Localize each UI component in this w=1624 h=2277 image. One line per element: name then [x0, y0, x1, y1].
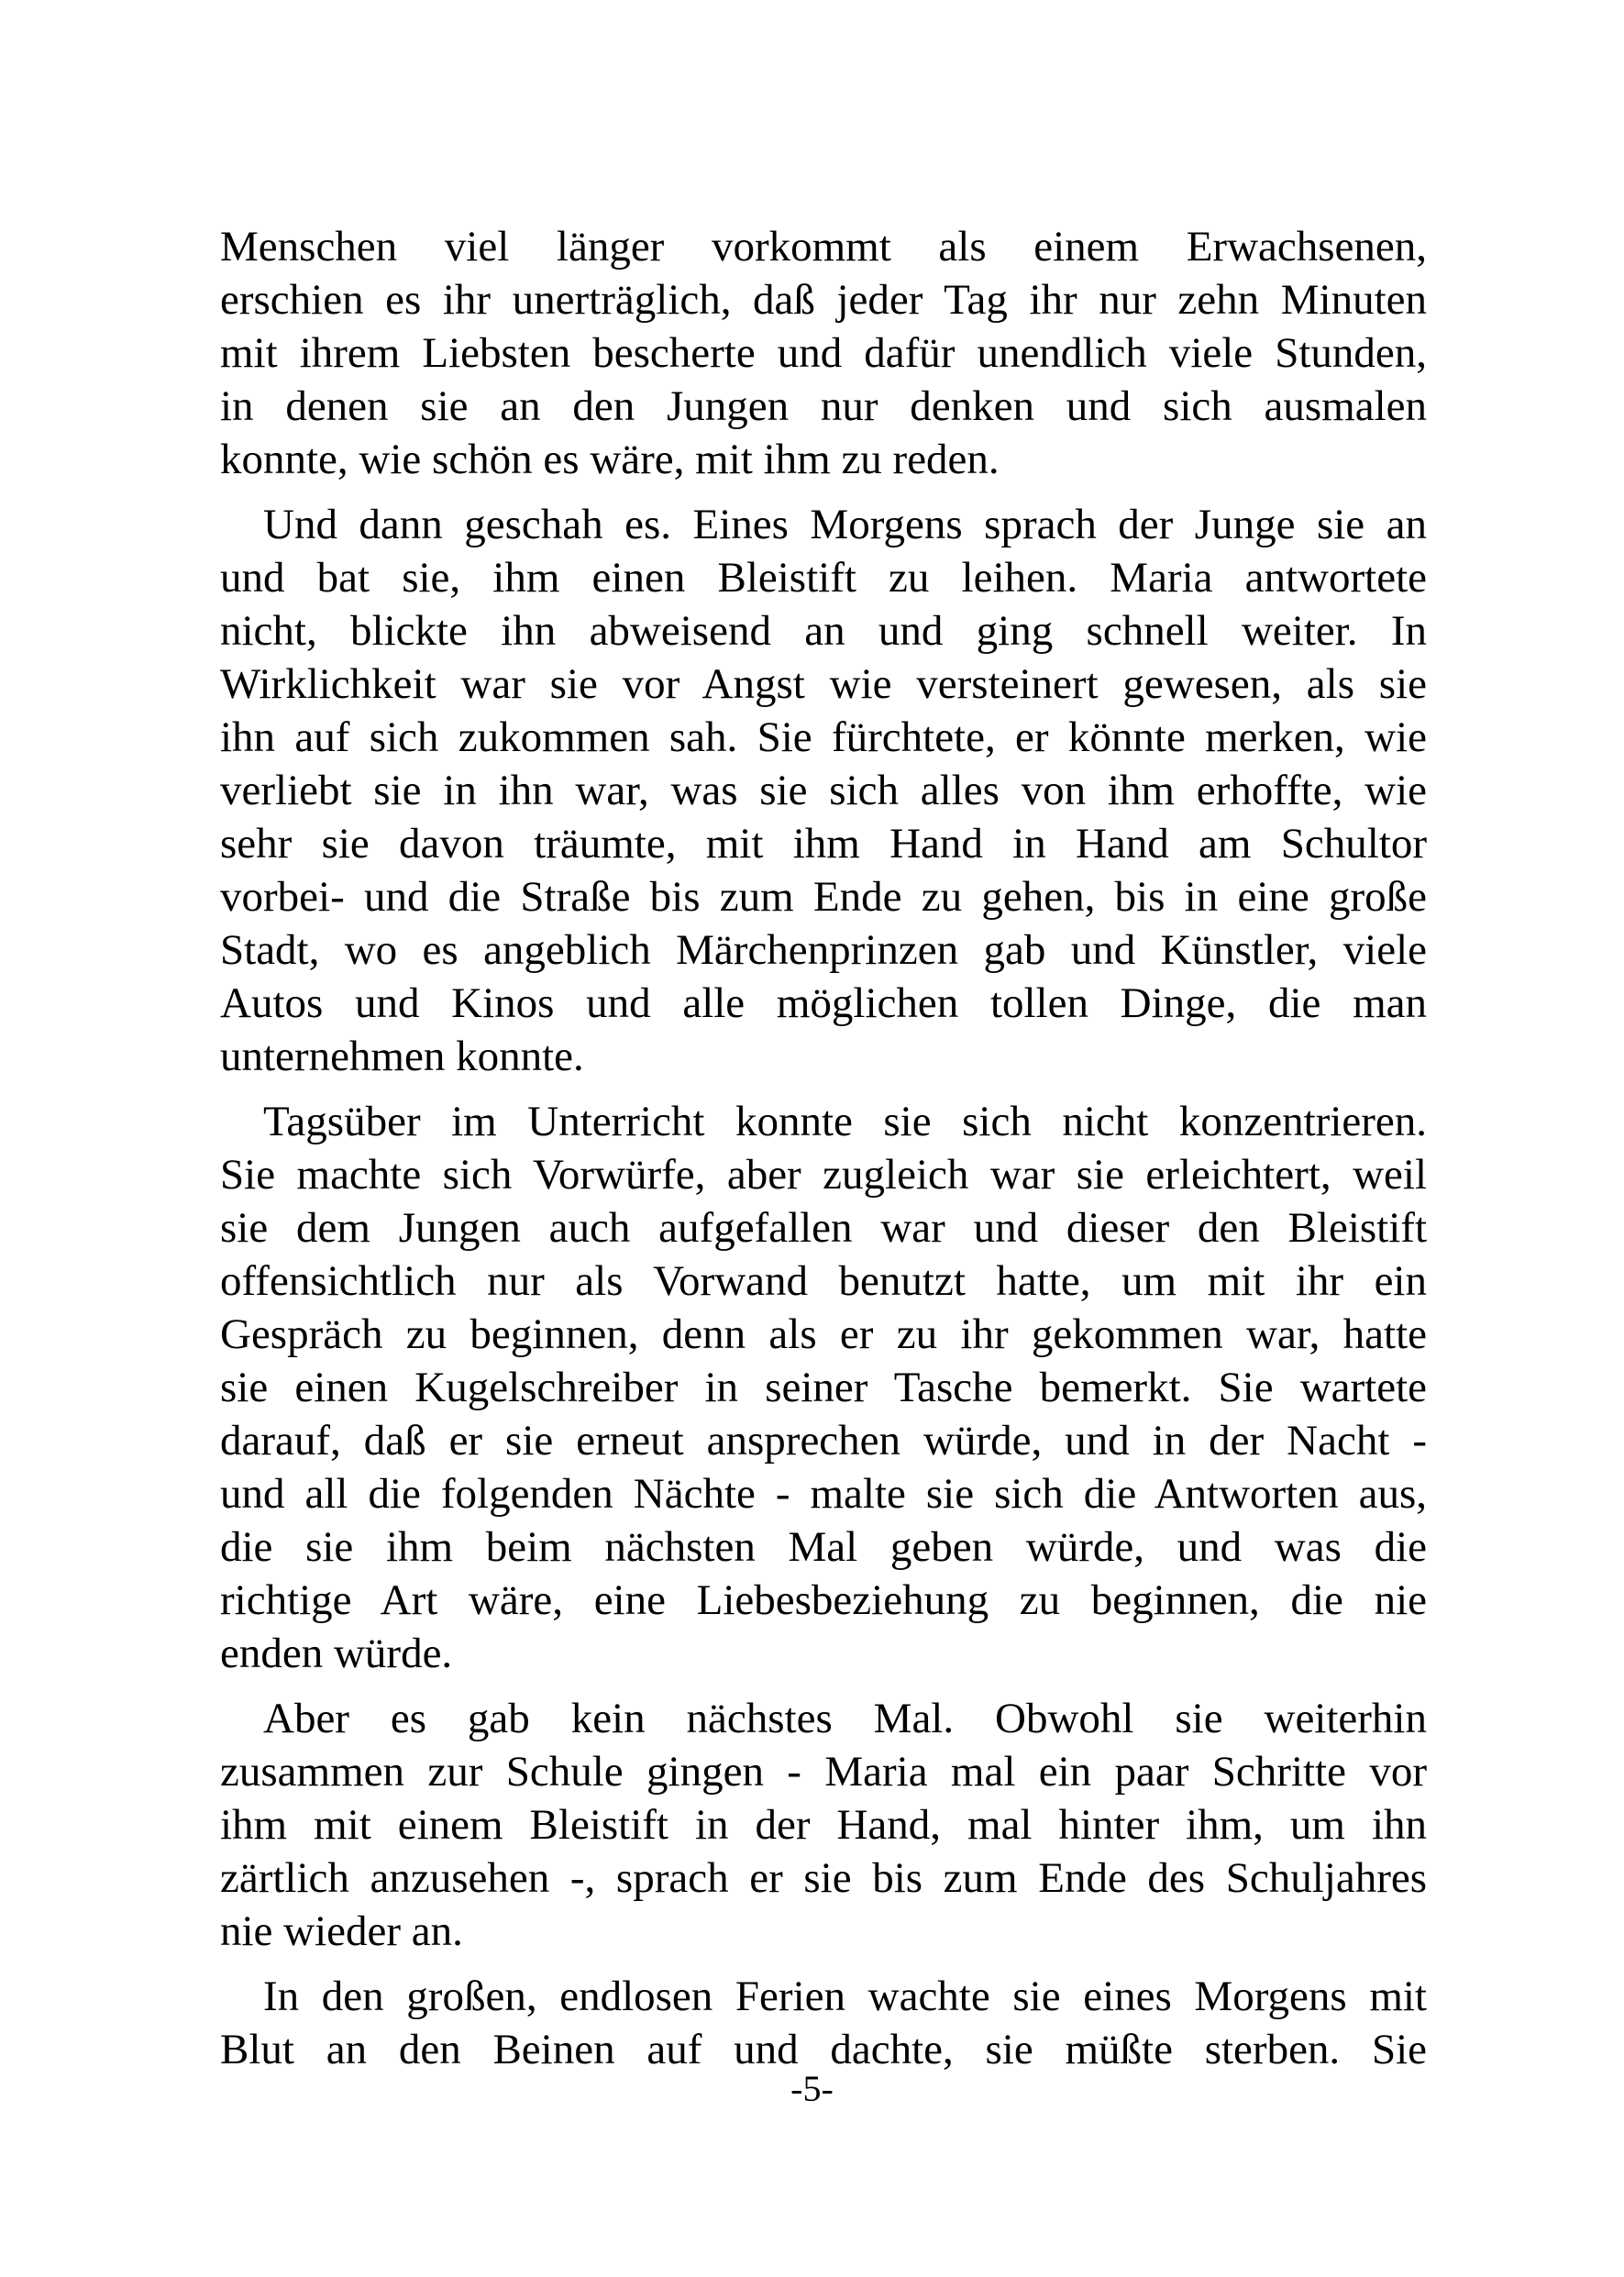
text-line: vorbei- und die Straße bis zum Ende zu gehen, bis in eine große: [220, 873, 1427, 921]
text-line: zusammen zur Schule gingen - Maria mal ein paar Schritte vor: [220, 1748, 1427, 1796]
text-line: darauf, daß er sie erneut ansprechen würde, und in der Nacht -: [220, 1417, 1427, 1465]
text-line: sie dem Jungen auch aufgefallen war und dieser den Bleistift: [220, 1204, 1427, 1252]
text-line: sie einen Kugelschreiber in seiner Tasche bemerkt. Sie wartete: [220, 1364, 1427, 1411]
body-text: [220, 220, 1427, 2088]
text-line: Stadt, wo es angeblich Märchenprinzen gab und Künstler, viele: [220, 926, 1427, 974]
text-line: enden würde.: [220, 1630, 453, 1677]
text-line: Blut an den Beinen auf und dachte, sie müßte sterben. Sie: [220, 2026, 1427, 2073]
text-line: In den großen, endlosen Ferien wachte sie eines Morgens mit: [263, 1973, 1427, 2020]
page-number: -5-: [790, 2068, 834, 2109]
text-line: richtige Art wäre, eine Liebesbeziehung zu beginnen, die nie: [220, 1576, 1427, 1624]
paragraph-2: [220, 498, 1427, 1083]
text-line: in denen sie an den Jungen nur denken und sich ausmalen: [220, 382, 1427, 430]
text-line: und all die folgenden Nächte - malte sie sich die Antworten aus,: [220, 1470, 1427, 1518]
text-line: nicht, blickte ihn abweisend an und ging schnell weiter. In: [220, 607, 1427, 655]
paragraph-4: [220, 1692, 1427, 1958]
paragraph-3: [220, 1095, 1427, 1680]
text-line: ihm mit einem Bleistift in der Hand, mal hinter ihm, um ihn: [220, 1801, 1427, 1849]
text-line: und bat sie, ihm einen Bleistift zu leihen. Maria antwortete: [220, 554, 1427, 602]
text-line: die sie ihm beim nächsten Mal geben würde, und was die: [220, 1523, 1427, 1571]
text-line: unternehmen konnte.: [220, 1033, 584, 1080]
text-line: Wirklichkeit war sie vor Angst wie versteinert gewesen, als sie: [220, 660, 1427, 708]
text-line: sehr sie davon träumte, mit ihm Hand in Hand am Schultor: [220, 820, 1427, 868]
text-line: Und dann geschah es. Eines Morgens sprach der Junge sie an: [263, 501, 1427, 548]
text-line: offensichtlich nur als Vorwand benutzt hatte, um mit ihr ein: [220, 1257, 1427, 1305]
text-line: konnte, wie schön es wäre, mit ihm zu reden.: [220, 436, 1000, 483]
paragraph-5: [220, 1970, 1427, 2076]
paragraph-1: [220, 220, 1427, 486]
text-line: nie wieder an.: [220, 1907, 463, 1955]
text-line: mit ihrem Liebsten bescherte und dafür unendlich viele Stunden,: [220, 329, 1427, 377]
text-line: Sie machte sich Vorwürfe, aber zugleich war sie erleichtert, weil: [220, 1151, 1427, 1199]
text-line: Gespräch zu beginnen, denn als er zu ihr gekommen war, hatte: [220, 1310, 1427, 1358]
text-line: erschien es ihr unerträglich, daß jeder Tag ihr nur zehn Minuten: [220, 276, 1427, 324]
text-line: zärtlich anzusehen -, sprach er sie bis zum Ende des Schuljahres: [220, 1854, 1427, 1902]
text-line: Aber es gab kein nächstes Mal. Obwohl sie weiterhin: [263, 1695, 1427, 1742]
text-line: Autos und Kinos und alle möglichen tollen Dinge, die man: [220, 979, 1427, 1027]
text-line: Tagsüber im Unterricht konnte sie sich nicht konzentrieren.: [263, 1098, 1427, 1145]
text-line: Menschen viel länger vorkommt als einem Erwachsenen,: [220, 223, 1427, 271]
text-line: verliebt sie in ihn war, was sie sich alles von ihm erhoffte, wie: [220, 767, 1427, 814]
text-line: ihn auf sich zukommen sah. Sie fürchtete, er könnte merken, wie: [220, 713, 1427, 761]
